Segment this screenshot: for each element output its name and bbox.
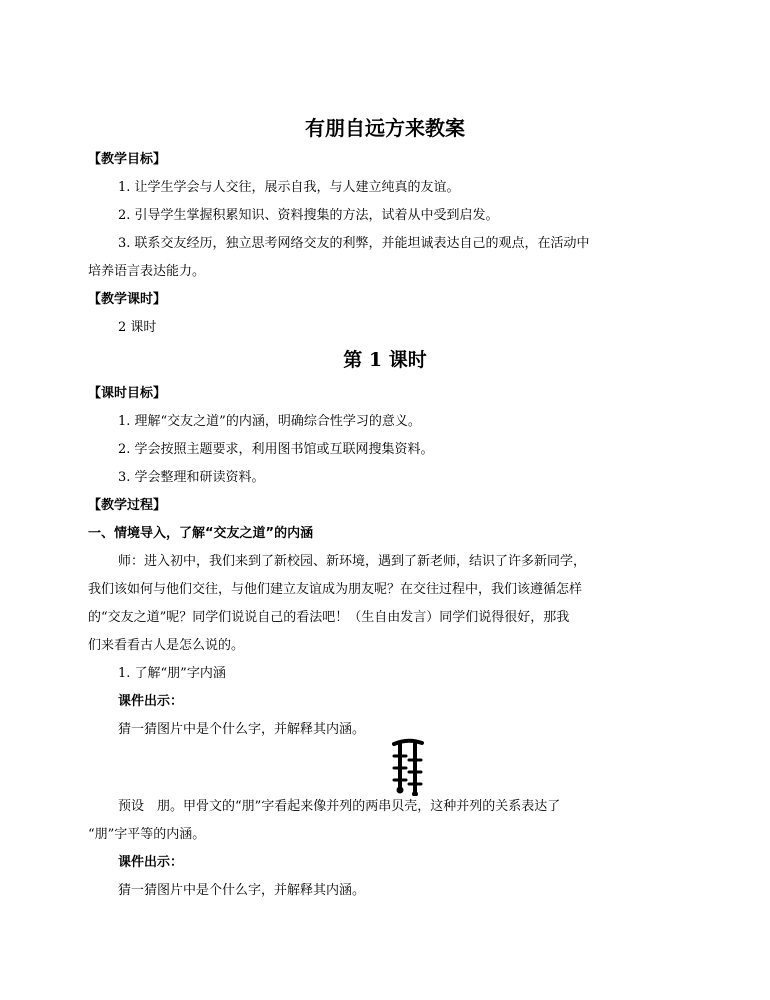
oracle-bone-peng-icon xyxy=(388,738,428,796)
preset-line-cont: “朋”字平等的内涵。 xyxy=(88,827,206,842)
process-heading: 【教学过程】 xyxy=(88,498,167,513)
part-one-heading: 一、情境导入，了解“交友之道”的内涵 xyxy=(88,526,314,541)
guess-prompt: 猜一猜图片中是个什么字，并解释其内涵。 xyxy=(118,722,366,737)
lesson-goals-heading: 【课时目标】 xyxy=(88,386,167,401)
item-1: 1. 了解“朋”字内涵 xyxy=(118,666,226,681)
paragraph-line: 我们该如何与他们交往，与他们建立友谊成为朋友呢？在交往过程中，我们该遵循怎样 xyxy=(88,582,583,597)
preset-line: 预设 朋。甲骨文的“朋”字看起来像并列的两串贝壳，这种并列的关系表达了 xyxy=(118,799,561,814)
hours-heading: 【教学课时】 xyxy=(88,292,167,307)
hours-text: 2 课时 xyxy=(118,320,157,335)
paragraph-line: 们来看看古人是怎么说的。 xyxy=(88,638,245,653)
document-title: 有朋自远方来教案 xyxy=(305,116,465,140)
lesson-goal-2: 2. 学会按照主题要求，利用图书馆或互联网搜集资料。 xyxy=(118,442,434,457)
goal-item-2: 2. 引导学生掌握积累知识、资料搜集的方法，试着从中受到启发。 xyxy=(118,208,499,223)
goal-item-3-cont: 培养语言表达能力。 xyxy=(88,264,206,279)
paragraph-line: 的“交友之道”呢？同学们说说自己的看法吧！（生自由发言）同学们说得很好，那我 xyxy=(88,610,570,625)
guess-prompt: 猜一猜图片中是个什么字，并解释其内涵。 xyxy=(118,883,366,898)
goal-item-3: 3. 联系交友经历，独立思考网络交友的利弊，并能坦诚表达自己的观点，在活动中 xyxy=(118,236,590,251)
goal-item-1: 1. 让学生学会与人交往，展示自我，与人建立纯真的友谊。 xyxy=(118,180,460,195)
courseware-label: 课件出示： xyxy=(118,694,184,709)
lesson-title: 第 1 课时 xyxy=(343,349,427,371)
lesson-goal-3: 3. 学会整理和研读资料。 xyxy=(118,470,265,485)
lesson-goal-1: 1. 理解“交友之道”的内涵，明确综合性学习的意义。 xyxy=(118,414,421,429)
paragraph-line: 师：进入初中，我们来到了新校园、新环境，遇到了新老师，结识了许多新同学， xyxy=(118,554,587,569)
goals-heading: 【教学目标】 xyxy=(88,152,167,167)
courseware-label: 课件出示： xyxy=(118,855,184,870)
